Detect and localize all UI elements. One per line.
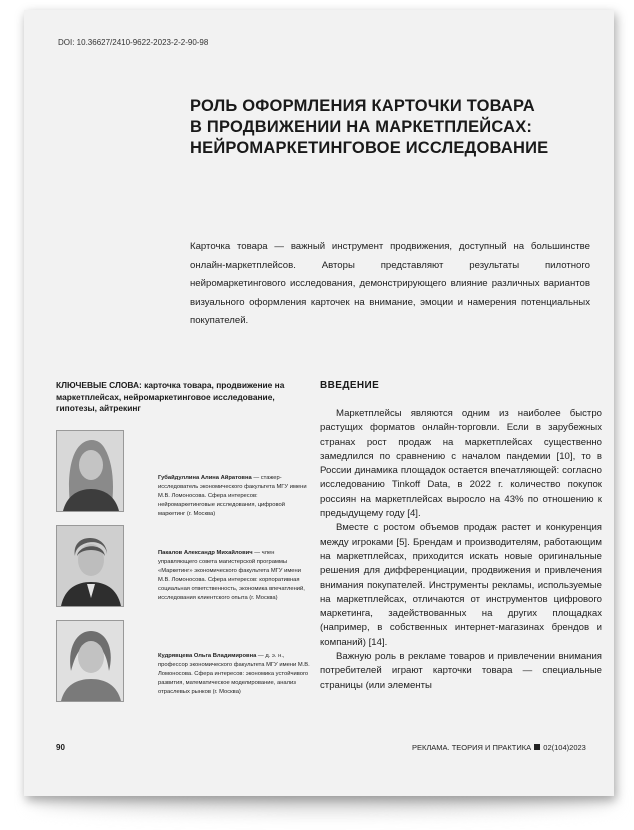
title-line-3: НЕЙРОМАРКЕТИНГОВОЕ ИССЛЕДОВАНИЕ	[190, 139, 549, 157]
keywords: КЛЮЧЕВЫЕ СЛОВА: карточка товара, продвижение на маркетплейсах, нейромаркетинговое исследование, гипотезы, айтрекинг	[56, 380, 285, 413]
author-description: — д. э. н., профессор экономического факультета МГУ имени М.В. Ломоносова. Сфера интересов: экономика устойчивого развития, математическое моделирование, анализ отраслевых рынков (г. Москва)	[158, 653, 310, 695]
author-description: — член управляющего совета магистерской программы «Маркетинг» экономического факультета МГУ имени М.В. Ломоносова. Сфера интересов: корпоративная социальная ответственность, экономика впечатлений, исследования клиентского опыта (г. Москва)	[158, 550, 305, 601]
author-info	[158, 652, 313, 697]
body-text	[320, 407, 602, 693]
article-title	[190, 96, 610, 159]
journal-name: РЕКЛАМА. ТЕОРИЯ И ПРАКТИКА	[412, 743, 532, 752]
journal-footer	[412, 743, 586, 752]
author-block-2	[56, 525, 314, 609]
paragraph: Маркетплейсы являются одним из наиболее быстро растущих форматов онлайн-торговли. Если в зарубежных странах рост продаж на маркетплейсах существенно замедлился по сравнению с началом пандемии [10], то в России динамика площадок остается впечатляющей: согласно исследованию Tinkoff Data, в 2022 г. количество покупок россиян на маркетплейсах выросло на 43% по отношению к предыдущему году [4].	[320, 408, 602, 520]
author-block-3	[56, 620, 314, 704]
paragraph: Важную роль в рекламе товаров и привлечении внимания потребителей играют карточки товара — специальные страницы (или элементы	[320, 651, 602, 691]
title-line-1: РОЛЬ ОФОРМЛЕНИЯ КАРТОЧКИ ТОВАРА	[190, 97, 535, 115]
title-line-2: В ПРОДВИЖЕНИИ НА МАРКЕТПЛЕЙСАХ:	[190, 118, 533, 136]
author-photo	[56, 525, 124, 607]
author-photo	[56, 430, 124, 512]
author-name: Кудрявцева Ольга Владимировна	[158, 653, 257, 659]
abstract: Карточка товара — важный инструмент продвижения, доступный на большинстве онлайн-маркетплейсов. Авторы представляют результаты пилотного нейромаркетингового исследования, демонстрирующего влияние различных вариантов визуального оформления карточек на внимание, эмоции и намерения потенциальных покупателей.	[190, 241, 590, 326]
author-name: Губайдуллина Алина Айратовна	[158, 475, 252, 481]
paragraph: Вместе с ростом объемов продаж растет и конкуренция между игроками [5]. Брендам и производителям, работающим на маркетплейсах, приходится искать новые оригинальные решения для дифференциации, продвижения и привлечения внимания покупателей. Инструменты рекламы, используемые на маркетплейсах, отличаются от инструментов цифрового маркетинга, задействованных на других площадках (например, в собственных интернет-магазинах брендов и компаний) [14].	[320, 522, 602, 648]
author-info	[158, 474, 313, 519]
author-info	[158, 549, 313, 603]
square-separator-icon	[534, 744, 540, 750]
page-number: 90	[56, 743, 65, 752]
author-description: — стажер-исследователь экономического факультета МГУ имени М.В. Ломоносова. Сфера интересов: нейромаркетинговые исследования, цифровой маркетинг (г. Москва)	[158, 475, 307, 517]
author-photo	[56, 620, 124, 702]
author-block-1	[56, 430, 314, 517]
journal-issue: 02(104)2023	[543, 743, 586, 752]
section-heading: ВВЕДЕНИЕ	[320, 380, 380, 391]
author-name: Пакалов Александр Михайлович	[158, 550, 253, 556]
doi: DOI: 10.36627/2410-9622-2023-2-2-90-98	[58, 38, 209, 47]
